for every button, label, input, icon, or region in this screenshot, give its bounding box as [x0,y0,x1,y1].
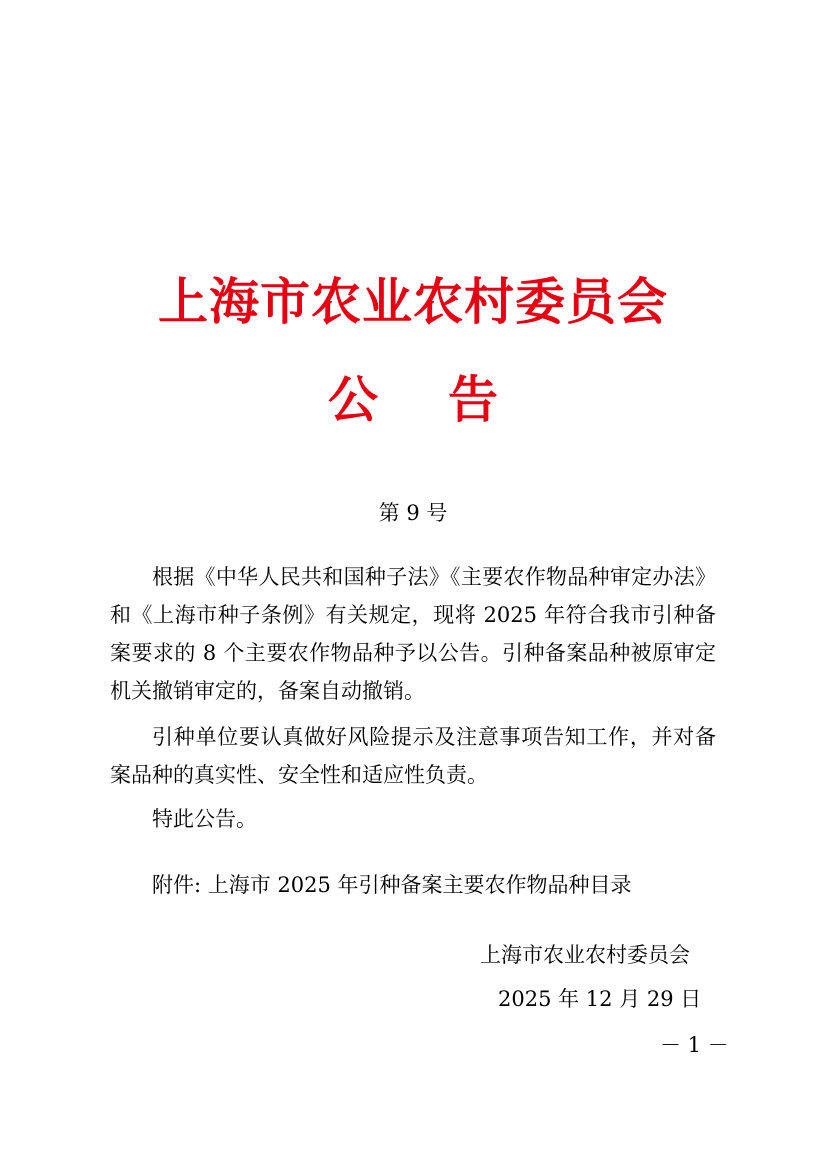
issuing-organization-title: 上海市农业农村委员会 [158,273,668,331]
body-paragraph-closing: 特此公告。 [152,807,257,831]
page-number: － 1 － [660,1033,729,1057]
body-paragraph-responsibility: 引种单位要认真做好风险提示及注意事项告知工作，并对备案品种的真实性、安全性和适应性负责。 [110,725,716,787]
doc-type-char-2: 告 [448,371,498,429]
body-paragraph-legal-basis: 根据《中华人民共和国种子法》《主要农作物品种审定办法》和《上海市种子条例》有关规定，现将 2025 年符合我市引种备案要求的 8 个主要农作物品种予以公告。引种备案品种被原审定机关撤销审定的，备案自动撤销。 [110,565,716,703]
document-number: 第 9 号 [378,501,448,525]
document-type-title [0,370,826,430]
signature-date: 2025 年 12 月 29 日 [498,987,702,1011]
doc-type-char-1: 公 [328,371,378,429]
signature-organization: 上海市农业农村委员会 [480,943,690,967]
attachment-note: 附件: 上海市 2025 年引种备案主要农作物品种目录 [152,873,632,897]
